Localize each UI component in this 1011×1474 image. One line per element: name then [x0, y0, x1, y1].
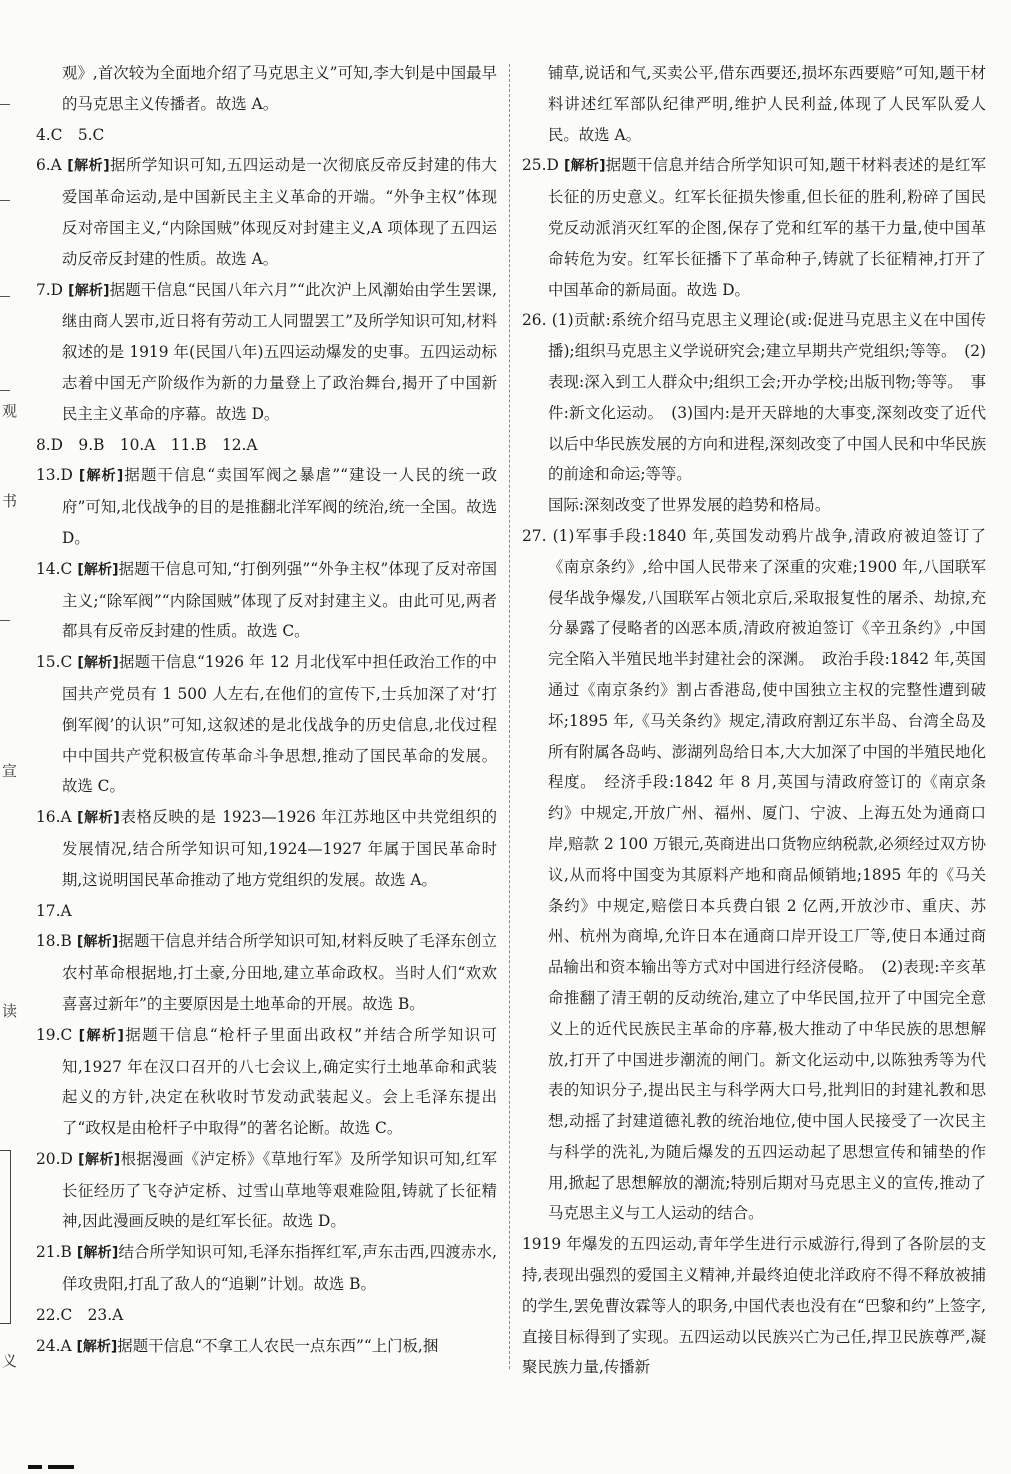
analysis-tag: [解析]	[78, 468, 124, 485]
analysis-tag: [解析]	[77, 655, 119, 672]
edge-tick	[0, 620, 10, 621]
answer-text: 据题干信息“1926 年 12 月北伐军中担任政治工作的中国共产党员有 1 500 人左右,在他们的宣传下,士兵加深了对‘打倒军阀’的认识”可知,这叙述的是北伐战争的历史信息,北伐过程中中国共产党积极宣传革命斗争思想,推动了国民革命的发展。故选 C。	[62, 653, 497, 796]
answer-text: 22.C 23.A	[36, 1305, 124, 1324]
answer-number: 25.D	[522, 156, 559, 175]
edge-tick	[0, 104, 10, 105]
analysis-tag: [解析]	[77, 810, 120, 827]
answer-entry	[36, 1300, 497, 1331]
edge-char: 宣	[2, 762, 18, 780]
answer-entry	[522, 58, 986, 150]
analysis-tag: [解析]	[67, 158, 110, 175]
answer-number: 16.A	[36, 808, 72, 827]
answer-entry	[36, 554, 497, 647]
answer-text: 8.D 9.B 10.A 11.B 12.A	[36, 435, 258, 454]
answer-entry	[36, 896, 497, 927]
answer-entry	[522, 305, 986, 490]
answer-entry	[522, 490, 986, 521]
answer-text: 据题干信息并结合所学知识可知,题干材料表述的是红军长征的历史意义。红军长征损失惨重,但长征的胜利,粉碎了国民党反动派消灭红军的企图,保存了党和红军的基干力量,使中国革命转危为安。红军长征播下了革命种子,铸就了长征精神,打开了中国革命的新局面。故选 D。	[548, 156, 986, 299]
answer-entry	[36, 120, 497, 151]
answer-number: 6.A	[36, 156, 62, 175]
answer-entry	[36, 1020, 497, 1144]
answer-column-right	[522, 58, 986, 1383]
answer-text: 铺草,说话和气,买卖公平,借东西要还,损坏东西要赔”可知,题干材料讲述红军部队纪律严明,维护人民利益,体现了人民军队爱人民。故选 A。	[548, 64, 986, 144]
analysis-tag: [解析]	[563, 158, 606, 175]
edge-char: 观	[2, 402, 18, 420]
answer-text: 据题干信息“不拿工人农民一点东西”“上门板,捆	[117, 1336, 439, 1355]
answer-entry	[36, 1237, 497, 1300]
binding-edge	[0, 60, 24, 1400]
answer-number: 26.	[522, 311, 547, 330]
edge-char: 义	[2, 1352, 18, 1370]
edge-box	[0, 1150, 11, 1324]
page-footer-mark	[28, 1461, 76, 1474]
answer-text: 据所学知识可知,五四运动是一次彻底反帝反封建的伟大爱国革命运动,是中国新民主主义革命的开端。“外争主权”体现反对帝国主义,“内除国贼”体现反对封建主义,A 项体现了五四运动反帝反封建的性质。故选 A。	[62, 156, 497, 268]
answer-number: 13.D	[36, 466, 73, 485]
column-divider	[509, 64, 510, 1369]
analysis-tag: [解析]	[77, 561, 119, 578]
answer-text: 根据漫画《泸定桥》《草地行军》及所学知识可知,红军长征经历了飞夺泸定桥、过雪山草地等艰难险阻,铸就了长征精神,因此漫画反映的是红军长征。故选 D。	[62, 1149, 497, 1231]
answer-text: 据题干信息“民国八年六月”“此次沪上风潮始由学生罢课,继由商人罢市,近日将有劳动工人同盟罢工”及所学知识可知,材料叙述的是 1919 年(民国八年)五四运动爆发的史事。五四运动标志着中国无产阶级作为新的力量登上了政治舞台,揭开了中国新民主主义革命的序幕。故选 D。	[62, 280, 497, 423]
analysis-tag: [解析]	[68, 282, 110, 299]
answer-text: 据题干信息可知,“打倒列强”“外争主权”体现了反对帝国主义;“除军阀”“内除国贼”体现了反对封建主义。由此可见,两者都具有反帝反封建的性质。故选 C。	[62, 559, 497, 641]
analysis-tag: [解析]	[76, 1245, 119, 1262]
answer-entry	[36, 430, 497, 461]
answer-text: 结合所学知识可知,毛泽东指挥红军,声东击西,四渡赤水,佯攻贵阳,打乱了敌人的“追剿”计划。故选 B。	[62, 1243, 497, 1294]
answer-entry	[522, 1229, 986, 1383]
answer-text: 国际:深刻改变了世界发展的趋势和格局。	[548, 496, 831, 515]
analysis-tag: [解析]	[78, 1151, 121, 1168]
answer-text: (1)贡献:系统介绍马克思主义理论(或:促进马克思主义在中国传播);组织马克思主义学说研究会;建立早期共产党组织;等等。 (2)表现:深入到工人群众中;组织工会;开办学校;出版刊物;等等。 事件:新文化运动。 (3)国内:是开天辟地的大事变,深刻改变了近代以后中华民族发展的方向和进程,深刻改变了中国人民和中华民族的前途和命运;等等。	[548, 311, 986, 484]
answer-number: 14.C	[36, 559, 73, 578]
answer-entry	[36, 647, 497, 802]
answer-number: 7.D	[36, 280, 64, 299]
answer-number: 21.B	[36, 1243, 72, 1262]
answer-number: 18.B	[36, 932, 72, 951]
answer-number: 27.	[522, 526, 547, 545]
analysis-tag: [解析]	[76, 1338, 118, 1355]
edge-tick	[0, 200, 10, 201]
edge-tick	[0, 296, 10, 297]
answer-text: 1919 年爆发的五四运动,青年学生进行示威游行,得到了各阶层的支持,表现出强烈的爱国主义精神,并最终迫使北洋政府不得不释放被捕的学生,罢免曹汝霖等人的职务,中国代表也没有在“巴黎和约”上签字,直接目标得到了实现。五四运动以民族兴亡为己任,捍卫民族尊严,凝聚民族力量,传播新	[522, 1235, 986, 1377]
answer-entry	[36, 460, 497, 553]
answer-entry	[36, 150, 497, 274]
analysis-tag: [解析]	[78, 1027, 124, 1044]
answer-text: 表格反映的是 1923—1926 年江苏地区中共党组织的发展情况,结合所学知识可知,1924—1927 年属于国民革命时期,这说明国民革命推动了地方党组织的发展。故选 A。	[62, 808, 497, 889]
answer-text: 据题干信息并结合所学知识可知,材料反映了毛泽东创立农村革命根据地,打土豪,分田地,建立革命政权。当时人们“欢欢喜喜过新年”的主要原因是土地革命的开展。故选 B。	[62, 932, 497, 1013]
answer-entry	[36, 802, 497, 895]
answer-number: 19.C	[36, 1025, 73, 1044]
answer-number: 20.D	[36, 1149, 73, 1168]
edge-tick	[0, 390, 10, 391]
answer-entry	[36, 58, 497, 120]
answer-entry	[36, 926, 497, 1019]
edge-char: 书	[2, 492, 18, 510]
answer-entry	[522, 150, 986, 305]
analysis-tag: [解析]	[76, 934, 119, 951]
answer-text: 17.A	[36, 901, 72, 920]
answer-entry	[36, 275, 497, 430]
answer-entry	[36, 1144, 497, 1237]
answer-text: 据题干信息“枪杆子里面出政权”并结合所学知识可知,1927 年在汉口召开的八七会议上,确定实行土地革命和武装起义的方针,决定在秋收时节发动武装起义。会上毛泽东提出了“政权是由枪杆子中取得”的著名论断。故选 C。	[62, 1025, 497, 1138]
answer-text: 据题干信息“卖国军阀之暴虐”“建设一人民的统一政府”可知,北伐战争的目的是推翻北洋军阀的统治,统一全国。故选 D。	[62, 466, 498, 547]
answer-text: 观》,首次较为全面地介绍了马克思主义”可知,李大钊是中国最早的马克思主义传播者。故选 A。	[62, 64, 497, 113]
answer-entry	[36, 1331, 497, 1363]
answer-number: 24.A	[36, 1336, 72, 1355]
answer-number: 15.C	[36, 653, 73, 672]
answer-text: (1)军事手段:1840 年,英国发动鸦片战争,清政府被迫签订了《南京条约》,给中国人民带来了深重的灾难;1900 年,八国联军侵华战争爆发,八国联军占领北京后,采取报复性的屠杀、劫掠,充分暴露了侵略者的凶恶本质,清政府被迫签订《辛丑条约》,中国完全陷入半殖民地半封建社会的深渊。 政治手段:1842 年,英国通过《南京条约》割占香港岛,使中国独立主权的完整性遭到破坏;1895 年,《马关条约》规定,清政府割辽东半岛、台湾全岛及所有附属各岛屿、澎湖列岛给日本,大大加深了中国的半殖民地化程度。 经济手段:1842 年 8 月,英国与清政府签订的《南京条约》中规定,开放广州、福州、厦门、宁波、上海五处为通商口岸,赔款 2 100 万银元,英商进出口货物应纳税款,必须经过双方协议,从而将中国变为其原料产地和商品倾销地;1895 年的《马关条约》中规定,赔偿日本兵费白银 2 亿两,开放沙市、重庆、苏州、杭州为商埠,允许日本在通商口岸开设工厂等,使日本通过商品输出和资本输出等方式对中国进行经济侵略。 (2)表现:辛亥革命推翻了清王朝的反动统治,建立了中华民国,拉开了中国完全意义上的近代民族民主革命的序幕,极大推动了中华民族的思想解放,打开了中国进步潮流的闸门。新文化运动中,以陈独秀等为代表的知识分子,提出民主与科学两大口号,批判旧的封建礼教和思想,动摇了封建道德礼教的统治地位,使中国人民接受了一次民主与科学的洗礼,为随后爆发的五四运动起了思想宣传和铺垫的作用,掀起了思想解放的潮流;特别后期对马克思主义的宣传,推动了马克思主义与工人运动的结合。	[548, 526, 986, 1223]
answer-column-left	[36, 58, 497, 1362]
answer-entry	[522, 521, 986, 1229]
answer-text: 4.C 5.C	[36, 125, 105, 144]
edge-char: 读	[2, 1002, 18, 1020]
